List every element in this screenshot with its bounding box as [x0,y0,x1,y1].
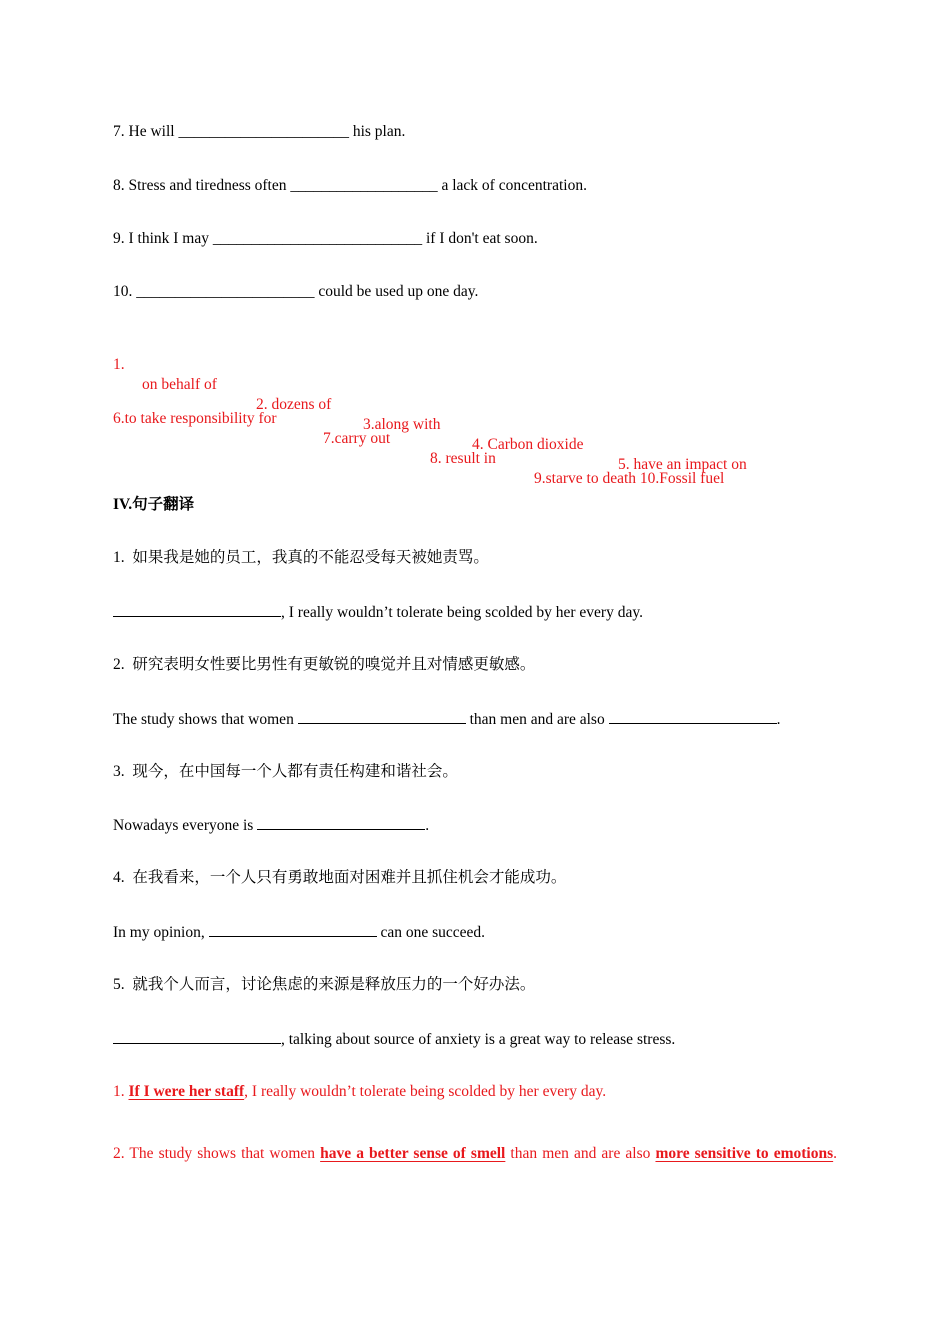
translation-prompt-3: 3. 现今，在中国每一个人都有责任构建和谐社会。 [113,763,458,780]
answer-phrase: If I were her staff [128,1083,245,1100]
question-7: 7. He will ______________________ his plan. [113,123,406,140]
translation-sentence-2: The study shows that women than men and are also . [113,711,781,728]
answer-key-item: 7.carry out [323,430,391,447]
answer-key-item: 4. Carbon dioxide [472,436,584,453]
answer-blank [609,709,777,724]
translation-sentence-1: , I really wouldn’t tolerate being scolded by her every day. [113,602,643,623]
answer-key-item: 5. have an impact on [618,456,747,473]
translation-sentence-3: Nowadays everyone is . [113,817,430,834]
answer-1: 1. If I were her staff, I really wouldn’t tolerate being scolded by her every day. [113,1083,607,1100]
answer-blank [113,1029,281,1044]
answer-key-item: 1. [113,356,125,373]
translation-sentence-4: In my opinion, can one succeed. [113,924,486,941]
answer-key-item: 9.starve to death 10.Fossil fuel [534,470,725,487]
translation-sentence-5: , talking about source of anxiety is a great way to release stress. [113,1029,675,1050]
answer-key-item: 2. dozens of [256,396,332,413]
answer-blank [257,815,425,830]
translation-prompt-5: 5. 就我个人而言，讨论焦虑的来源是释放压力的一个好办法。 [113,976,536,993]
answer-phrase: have a better sense of smell [320,1145,506,1162]
section-title: IV.句子翻译 [113,496,195,513]
answer-key-item: 8. result in [430,450,496,467]
translation-prompt-4: 4. 在我看来，一个人只有勇敢地面对困难并且抓住机会才能成功。 [113,869,567,886]
blank-line: _______________________ [136,283,315,300]
answer-key-item: 6.to take responsibility for [113,410,277,427]
answer-2: 2. The study shows that women have a better sense of smell than men and are also more sensitive to emotions. [113,1145,838,1162]
question-10: 10. _______________________ could be used up one day. [113,283,479,300]
translation-prompt-1: 1. 如果我是她的员工，我真的不能忍受每天被她责骂。 [113,549,489,566]
blank-line: ______________________ [178,123,349,140]
blank-line: ___________________ [290,177,438,194]
answer-key-item: on behalf of [142,376,217,393]
answer-phrase: more sensitive to emotions [655,1145,834,1162]
blank-line: ___________________________ [212,230,423,247]
answer-blank [298,709,466,724]
question-9: 9. I think I may ___________________________ if I don't eat soon. [113,230,538,247]
translation-prompt-2: 2. 研究表明女性要比男性有更敏锐的嗅觉并且对情感更敏感。 [113,656,536,673]
question-8: 8. Stress and tiredness often ___________________ a lack of concentration. [113,177,587,194]
answer-blank [113,602,281,617]
answer-blank [209,922,377,937]
answer-key-item: 3.along with [363,416,441,433]
